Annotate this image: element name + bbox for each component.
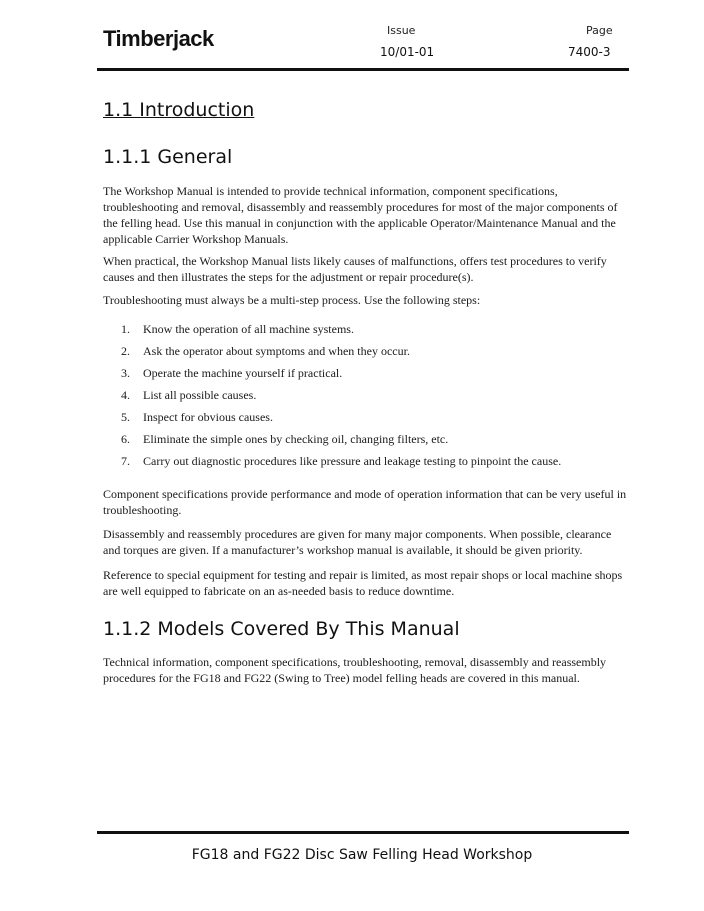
step-number: 4. <box>121 388 130 402</box>
step-text: Eliminate the simple ones by checking oil, changing filters, etc. <box>143 432 449 446</box>
footer-title: FG18 and FG22 Disc Saw Felling Head Workshop <box>191 847 533 863</box>
troubleshooting-steps-list <box>121 321 631 475</box>
step-text: List all possible causes. <box>143 388 257 402</box>
issue-value: 10/01-01 <box>380 45 435 59</box>
paragraph: When practical, the Workshop Manual lists likely causes of malfunctions, offers test procedures to verify causes and then illustrates the steps for the adjustment or repair procedure(s). <box>103 254 607 284</box>
paragraph: Disassembly and reassembly procedures are given for many major components. When possible, clearance and torques are given. If a manufacturer’s workshop manual is available, it should be given priority. <box>103 527 612 557</box>
list-item <box>121 343 631 365</box>
step-text: Operate the machine yourself if practical. <box>143 366 343 380</box>
header-divider <box>97 68 629 71</box>
section-heading-models-covered: 1.1.2 Models Covered By This Manual <box>103 618 460 640</box>
list-item <box>121 431 631 453</box>
issue-label: Issue <box>387 24 416 37</box>
paragraph: Component specifications provide performance and mode of operation information that can be very useful in troubleshooting. <box>103 487 627 517</box>
step-text: Know the operation of all machine systems. <box>143 322 354 336</box>
step-number: 1. <box>121 322 130 336</box>
step-text: Carry out diagnostic procedures like pressure and leakage testing to pinpoint the cause. <box>143 454 562 468</box>
list-item <box>121 365 631 387</box>
step-text: Inspect for obvious causes. <box>143 410 273 424</box>
paragraph: The Workshop Manual is intended to provide technical information, component specifications, troubleshooting and removal, disassembly and reassembly procedures for most of the major components of the felling head. Use this manual in conjunction with the applicable Operator/Maintenance Manual and the applicable Carrier Workshop Manuals. <box>103 184 618 246</box>
step-number: 2. <box>121 344 130 358</box>
paragraph: Technical information, component specifications, troubleshooting, removal, disassembly and reassembly procedures for the FG18 and FG22 (Swing to Tree) model felling heads are covered in this manual. <box>103 655 607 685</box>
paragraph: Reference to special equipment for testing and repair is limited, as most repair shops or local machine shops are well equipped to fabricate on an as-needed basis to reduce downtime. <box>103 568 623 598</box>
list-item <box>121 387 631 409</box>
list-item <box>121 453 631 475</box>
footer-divider <box>97 831 629 834</box>
section-heading-general: 1.1.1 General <box>103 146 233 168</box>
list-item <box>121 321 631 343</box>
step-text: Ask the operator about symptoms and when they occur. <box>143 344 410 358</box>
page-number: 7400-3 <box>568 45 611 59</box>
step-number: 7. <box>121 454 130 468</box>
paragraph: Troubleshooting must always be a multi-step process. Use the following steps: <box>103 293 481 307</box>
step-number: 6. <box>121 432 130 446</box>
section-heading-introduction: 1.1 Introduction <box>103 99 255 121</box>
step-number: 5. <box>121 410 130 424</box>
brand-logo: Timberjack <box>103 26 214 51</box>
list-item <box>121 409 631 431</box>
step-number: 3. <box>121 366 130 380</box>
page-label: Page <box>586 24 613 37</box>
